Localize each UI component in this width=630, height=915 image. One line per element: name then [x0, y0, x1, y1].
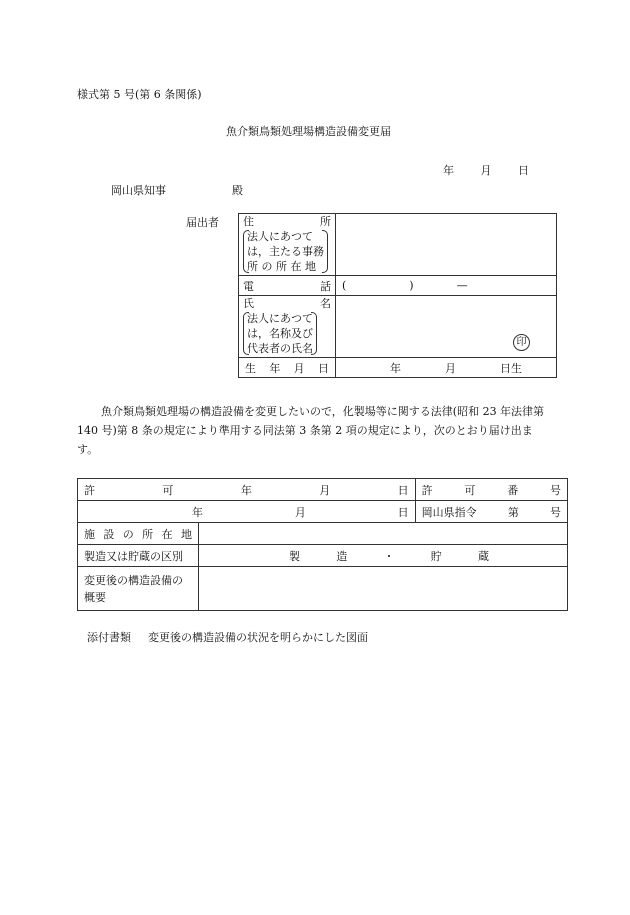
- attachment-text: 変更後の構造設備の状況を明らかにした図面: [148, 631, 368, 644]
- form-title: 魚介類鳥類処理場構造設備変更届: [226, 125, 391, 138]
- phone-field[interactable]: ( ) —: [336, 276, 557, 296]
- permit-date-field[interactable]: 年 月 日: [78, 501, 416, 523]
- attachment-label: 添付書類: [87, 631, 131, 644]
- address-note: 法人にあつて は，主たる事務 所 の 所 在 地: [243, 229, 328, 274]
- name-label-cell: 氏 名 法人にあつて は，名称及び 代表者の氏名: [239, 296, 336, 358]
- date-day-char: 日: [518, 164, 529, 177]
- address-label-cell: 住 所 法人にあつて は，主たる事務 所 の 所 在 地: [239, 214, 336, 276]
- seal-stamp: 印: [513, 334, 530, 351]
- name-field[interactable]: [336, 296, 557, 358]
- applicant-table: [238, 213, 557, 378]
- facility-location-field[interactable]: [199, 523, 568, 545]
- category-label: 製造又は貯蔵の区別: [78, 545, 199, 567]
- category-manufacture-1: 製: [289, 549, 300, 563]
- category-field[interactable]: [199, 545, 568, 567]
- permit-number-label-cell: 許 可 番 号: [415, 479, 567, 501]
- overview-field[interactable]: [199, 567, 568, 611]
- details-table: [77, 478, 568, 611]
- overview-label: 変更後の構造設備の概要: [78, 567, 199, 611]
- permit-number-field[interactable]: 岡山県指令 第 号: [415, 501, 567, 523]
- facility-location-label: 施 設 の 所 在 地: [78, 523, 199, 545]
- birth-date-field[interactable]: 年 月 日生: [336, 358, 557, 378]
- birth-label-cell: 生 年 月 日: [239, 358, 336, 378]
- applicant-label: 届出者: [186, 216, 219, 229]
- permit-date-label-cell: 許 可 年 月 日: [78, 479, 416, 501]
- address-field[interactable]: [336, 214, 557, 276]
- name-note: 法人にあつて は，名称及び 代表者の氏名: [243, 311, 317, 356]
- addressee-name: 岡山県知事: [111, 184, 166, 197]
- submission-date: [443, 162, 529, 178]
- date-year-char: 年: [443, 164, 454, 177]
- phone-label-cell: 電 話: [239, 276, 336, 296]
- category-storage-2: 蔵: [478, 549, 489, 563]
- category-separator: ・: [383, 549, 395, 563]
- category-manufacture-2: 造: [336, 549, 348, 563]
- date-month-char: 月: [480, 164, 492, 177]
- form-id: 様式第 5 号(第 6 条関係): [77, 88, 202, 101]
- category-storage-1: 貯: [430, 549, 442, 563]
- notification-body: 魚介類鳥類処理場の構造設備を変更したいので，化製場等に関する法律(昭和 23 年法律第 140 号)第 8 条の規定により準用する同法第 3 条第 2 項の規定により，次のとおり届け出ます。: [77, 405, 545, 456]
- addressee-honorific: 殿: [232, 184, 243, 197]
